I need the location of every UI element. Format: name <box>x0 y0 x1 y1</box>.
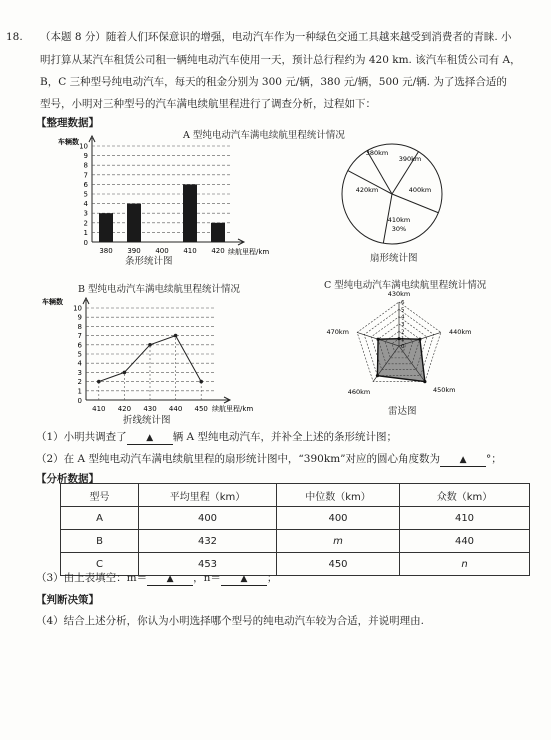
x-axis-label: 续航里程/km <box>228 248 270 256</box>
problem-number: 18. <box>6 31 23 43</box>
bar <box>127 204 141 242</box>
table-header: 众数（km） <box>400 484 530 507</box>
table-cell: 400 <box>139 507 277 530</box>
x-tick-label: 430 <box>143 405 157 413</box>
table-cell: 450 <box>277 553 400 576</box>
problem-line-3: B，C 三种型号纯电动汽车，每天的租金分别为 300 元/辆，380 元/辆，500 元/辆. 为了选择合适的 <box>40 76 507 88</box>
y-tick-label: 8 <box>83 161 88 170</box>
blank-marker: ▲ <box>146 433 154 443</box>
problem-line-2: 明打算从某汽车租赁公司租一辆纯电动汽车使用一天，预计总行程约为 420 km. 该汽车租赁公司有 A， <box>40 54 521 66</box>
data-point <box>423 380 426 383</box>
radar-scale-label: 4 <box>401 314 405 321</box>
bar <box>99 213 113 242</box>
bar <box>183 184 197 242</box>
bar <box>211 223 225 242</box>
y-tick-label: 8 <box>77 322 82 331</box>
radar-axis-label: 440km <box>449 328 472 336</box>
x-tick-label: 410 <box>92 405 106 413</box>
question-3-text-c: ； <box>266 572 278 584</box>
y-tick-label: 3 <box>77 368 82 377</box>
table-cell: A <box>61 507 139 530</box>
table-cell: 440 <box>400 530 530 553</box>
pie-slice-label: 410km <box>387 216 411 224</box>
x-tick-label: 440 <box>168 405 183 413</box>
table-header-row <box>61 484 530 507</box>
y-tick-label: 5 <box>77 350 82 359</box>
question-4: （4）结合上述分析，你认为小明选择哪个型号的纯电动汽车较为合适，并说明理由. <box>36 615 425 627</box>
answer-blank-n[interactable] <box>221 572 267 586</box>
question-2 <box>36 452 502 467</box>
radar-scale-label: 6 <box>401 300 405 306</box>
answer-blank-m[interactable] <box>147 572 193 586</box>
blank-marker: ▲ <box>240 574 248 584</box>
table-cell: m <box>277 530 400 553</box>
data-point <box>97 380 101 384</box>
y-tick-label: 10 <box>73 304 82 313</box>
radar-scale-label: 0 <box>401 344 405 350</box>
pie-slice-label: 400km <box>408 186 432 194</box>
y-tick-label: 10 <box>79 142 88 151</box>
pie-chart <box>338 140 448 248</box>
y-tick-label: 5 <box>83 190 88 199</box>
y-tick-label: 1 <box>83 228 88 237</box>
radar-scale-label: 5 <box>401 307 405 314</box>
y-tick-label: 2 <box>77 378 82 387</box>
question-3 <box>36 571 277 586</box>
table-cell: C <box>61 553 139 576</box>
x-tick-label: 420 <box>117 405 132 413</box>
x-tick-label: 410 <box>183 247 197 255</box>
radar-axis-label: 450km <box>433 386 456 394</box>
question-1 <box>36 430 397 445</box>
table-cell: 410 <box>400 507 530 530</box>
section-analyze-data: 【分析数据】 <box>36 473 99 485</box>
y-tick-label: 6 <box>83 180 88 189</box>
line-chart <box>40 292 270 417</box>
answer-blank-2[interactable] <box>440 453 486 467</box>
x-axis-label: 续航里程/km <box>212 405 254 413</box>
data-point <box>148 343 152 347</box>
y-tick-label: 6 <box>77 341 82 350</box>
y-tick-label: 1 <box>77 387 82 396</box>
y-tick-label: 3 <box>83 209 88 218</box>
radar-scale-label: 2 <box>401 329 405 336</box>
blank-marker: ▲ <box>459 455 467 465</box>
x-tick-label: 400 <box>155 247 169 255</box>
stats-table <box>60 483 530 576</box>
radar-axis-label: 460km <box>347 388 371 396</box>
radar-chart-title: C 型纯电动汽车满电续航里程统计情况 <box>324 280 487 291</box>
bar-chart <box>56 134 270 256</box>
table-cell: 400 <box>277 507 400 530</box>
radar-scale-label: 3 <box>401 322 405 328</box>
x-tick-label: 380 <box>99 247 113 255</box>
y-tick-label: 9 <box>77 313 82 322</box>
question-1-text-a: （1）小明共调查了 <box>36 431 127 443</box>
y-tick-label: 7 <box>77 332 82 341</box>
question-1-text-b: 辆 A 型纯电动汽车，并补全上述的条形统计图； <box>172 431 397 443</box>
y-tick-label: 4 <box>77 359 82 368</box>
pie-slice-label: 420km <box>355 186 379 194</box>
y-tick-label: 4 <box>83 200 88 209</box>
radar-axis-label: 470km <box>326 328 349 336</box>
question-3-text-b: ，n＝ <box>193 572 221 584</box>
question-2-text-b: °； <box>486 453 502 465</box>
table-header: 中位数（km） <box>277 484 400 507</box>
table-cell: n <box>400 553 530 576</box>
data-point <box>199 380 203 384</box>
y-tick-label: 7 <box>83 171 88 180</box>
x-tick-label: 420 <box>211 247 225 255</box>
bar-chart-caption: 条形统计图 <box>125 256 173 267</box>
data-point <box>376 338 379 341</box>
y-axis-label: 车辆数 <box>42 298 63 306</box>
table-cell: B <box>61 530 139 553</box>
data-point <box>418 338 421 341</box>
pie-slice-label: 380km <box>365 149 389 157</box>
pie-slice <box>392 194 438 213</box>
x-tick-label: 390 <box>127 247 141 255</box>
answer-blank-1[interactable] <box>127 431 173 445</box>
pie-slice-label: 390km <box>398 155 422 163</box>
data-point <box>174 334 178 338</box>
radar-chart <box>326 290 472 400</box>
table-row <box>61 507 530 530</box>
pie-chart-caption: 扇形统计图 <box>370 253 418 264</box>
table-row <box>61 530 530 553</box>
problem-line-4: 型号，小明对三种型号的汽车满电续航里程进行了调查分析，过程如下： <box>40 98 376 110</box>
data-point <box>376 374 379 377</box>
origin-label: 0 <box>77 397 82 405</box>
line-chart-caption: 折线统计图 <box>123 415 171 426</box>
table-cell: 453 <box>139 553 277 576</box>
table-header: 型号 <box>61 484 139 507</box>
x-tick-label: 450 <box>194 405 208 413</box>
question-3-text-a: （3）由上表填空：m＝ <box>36 572 148 584</box>
origin-label: 0 <box>83 239 88 247</box>
section-organize-data: 【整理数据】 <box>36 117 99 129</box>
y-tick-label: 2 <box>83 219 88 228</box>
section-decision: 【判断决策】 <box>36 594 99 606</box>
y-tick-label: 9 <box>83 152 88 161</box>
radar-axis-label: 430km <box>387 290 411 298</box>
radar-scale-label: 1 <box>401 336 405 343</box>
bar-chart-title: A 型纯电动汽车满电续航里程统计情况 <box>183 130 345 141</box>
problem-line-1: （本题 8 分）随着人们环保意识的增强，电动汽车作为一种绿色交通工具越来越受到消费者的青睐. 小 <box>40 31 512 43</box>
pie-slice-percent: 30% <box>391 225 407 233</box>
question-2-text-a: （2）在 A 型纯电动汽车满电续航里程的扇形统计图中，“390km”对应的圆心角度数为 <box>36 453 441 465</box>
table-cell: 432 <box>139 530 277 553</box>
table-header: 平均里程（km） <box>139 484 277 507</box>
data-point <box>123 371 127 375</box>
blank-marker: ▲ <box>166 574 174 584</box>
line-chart-title: B 型纯电动汽车满电续航里程统计情况 <box>78 284 241 295</box>
y-axis-label: 车辆数 <box>58 138 79 146</box>
radar-chart-caption: 雷达图 <box>388 406 417 417</box>
